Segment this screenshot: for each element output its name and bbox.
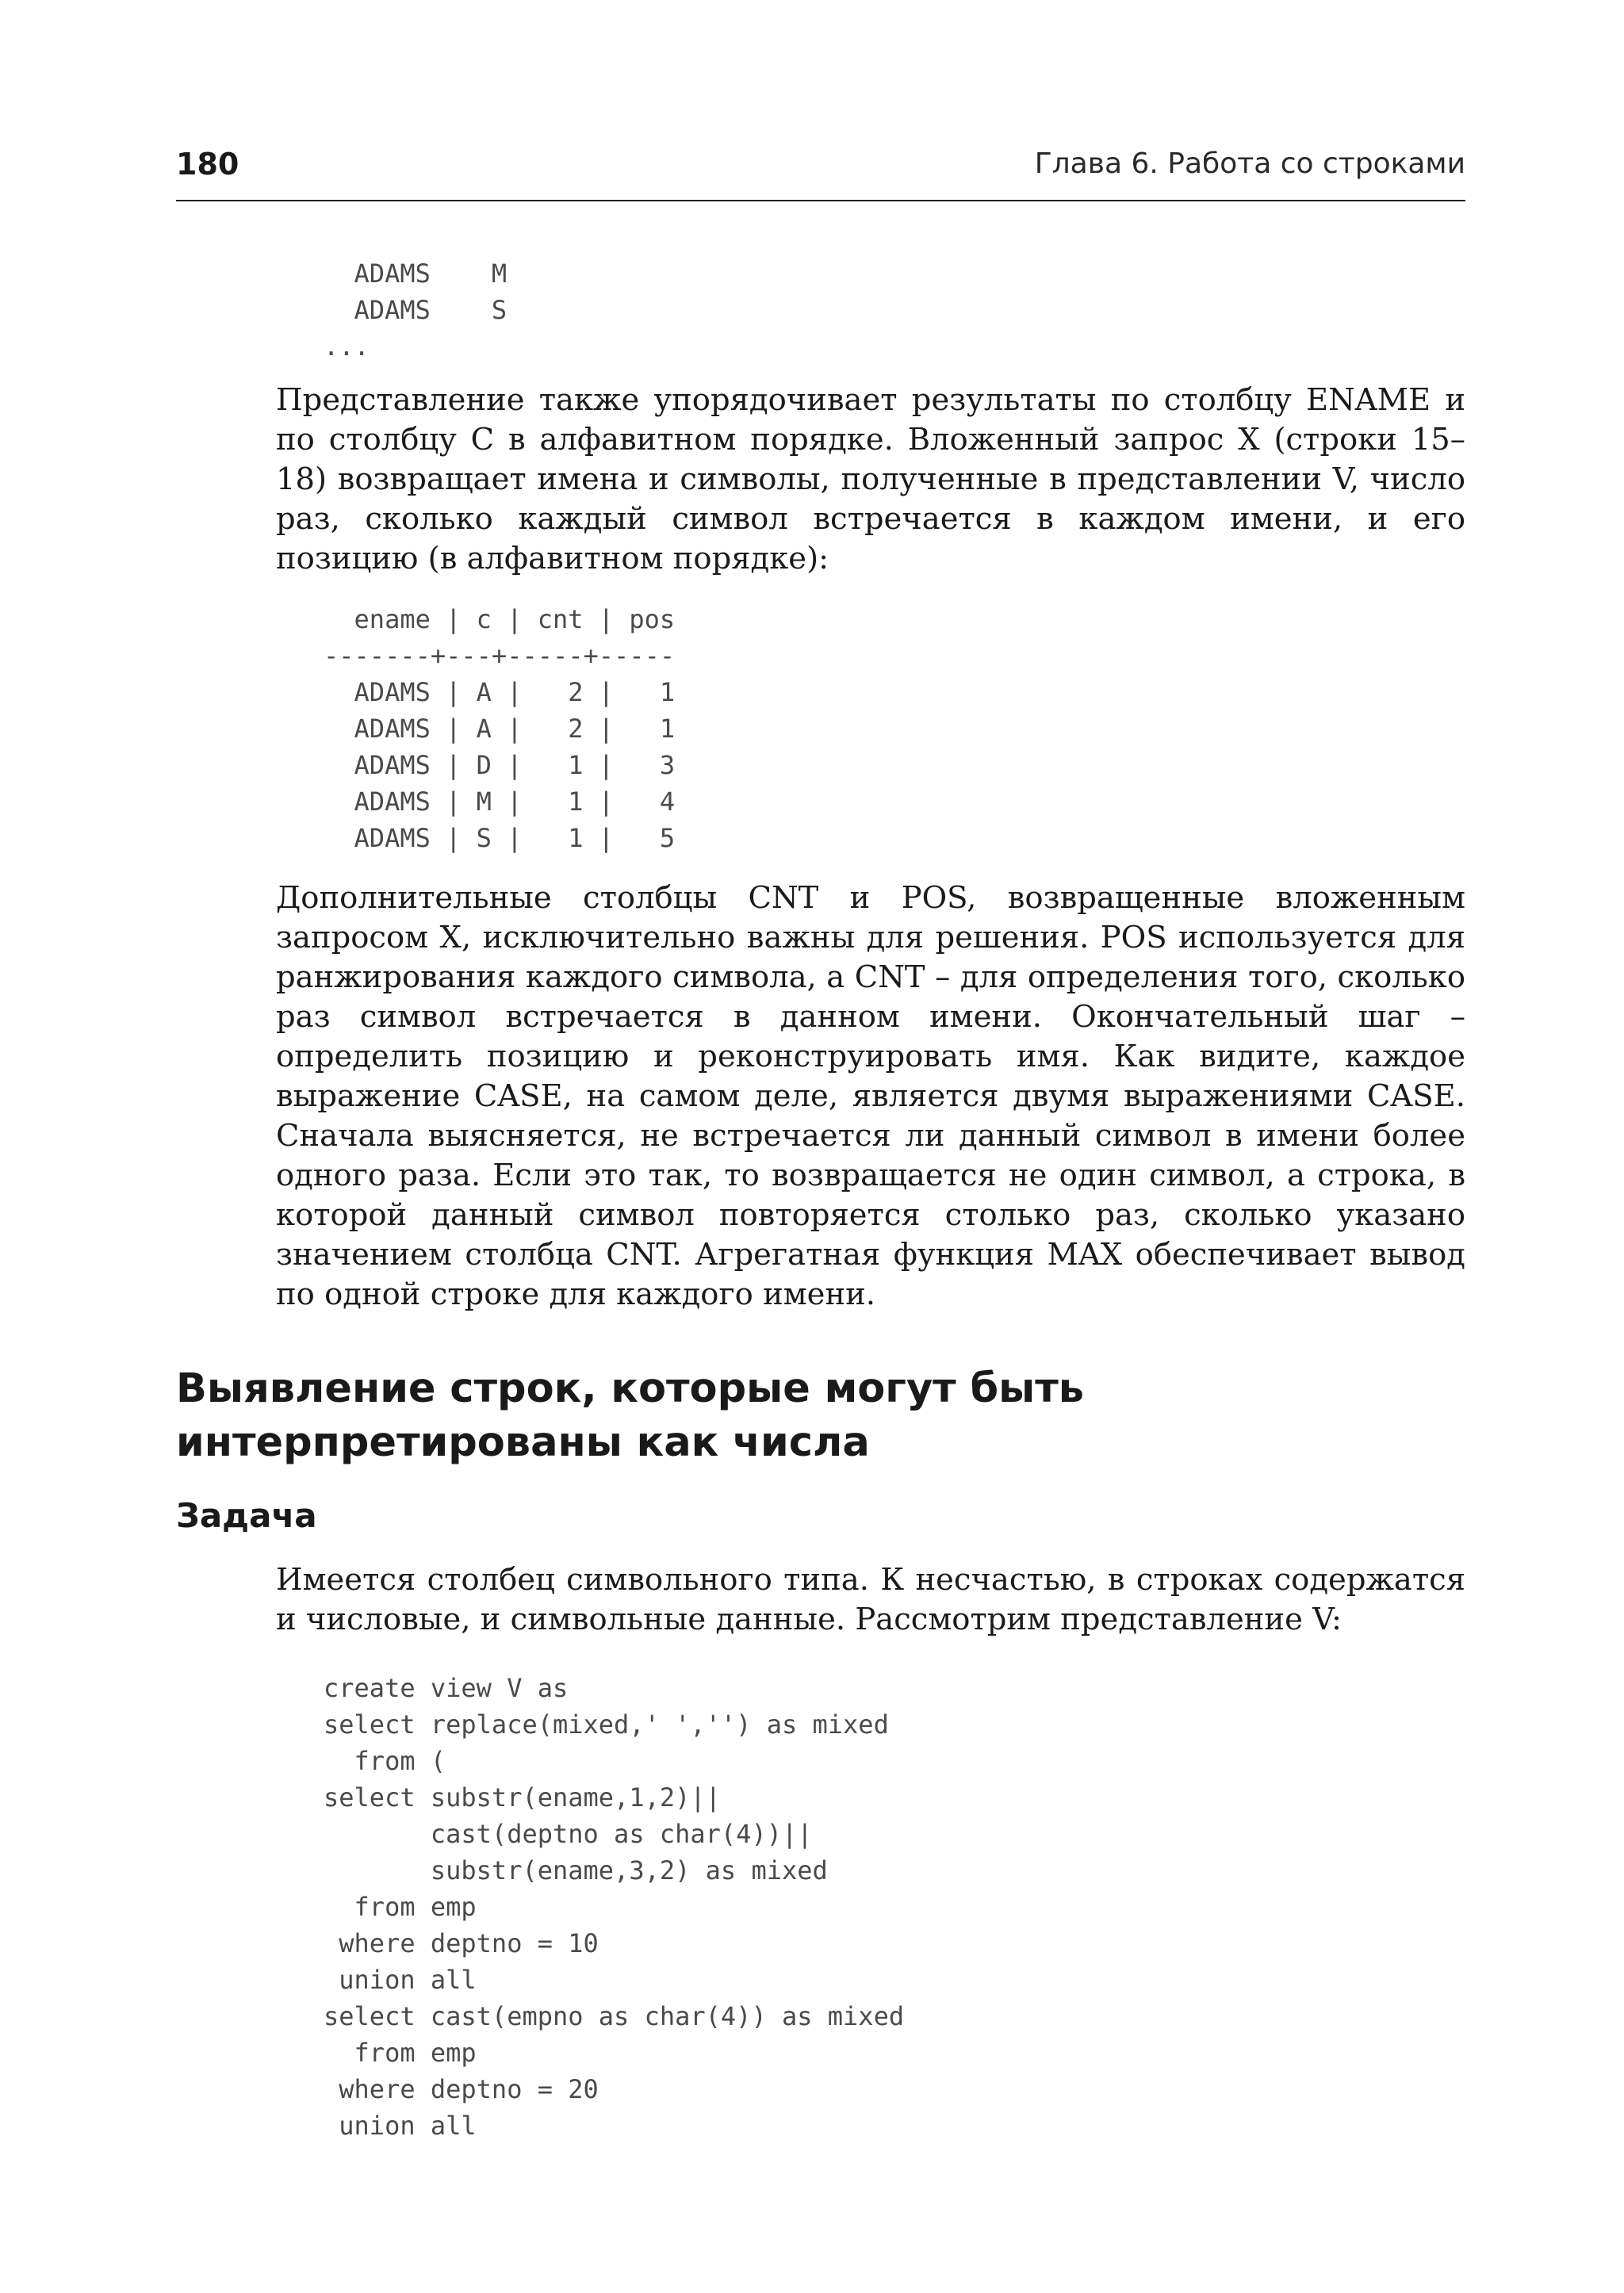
code-block-create-view: create view V as select replace(mixed,' ','') as mixed from ( select substr(ename,1,2)|| cast(deptno as char(4))|| substr(ename,3,2) as mixed from emp where deptno = 10 union all select cast(empno as char(4)) as mixed from emp where deptno = 20 union all — [324, 1673, 905, 2141]
subsection-heading: Задача — [176, 1496, 317, 1535]
code-block-adams: ADAMS M ADAMS S ... — [324, 258, 508, 362]
paragraph-view-ordering: Представление также упорядочивает результаты по столбцу ENAME и по столбцу C в алфавитном порядке. Вложенный запрос X (строки 15–18) возвращает имена и символы, полученные в представлении V, число раз, сколько каждый символ встречается в каждом имени, и его позицию (в алфавитном порядке): — [276, 382, 1465, 576]
page-header — [176, 146, 1465, 201]
section-heading: Выявление строк, которые могут быть интерпретированы как числа — [176, 1365, 1085, 1466]
paragraph-cnt-pos: Дополнительные столбцы CNT и POS, возвращенные вложенным запросом X, исключительно важны для решения. POS используется для ранжирования каждого символа, а CNT – для определения того, сколько раз символ встречается в данном имени. Окончательный шаг – определить позицию и реконструировать имя. Как видите, каждое выражение CASE, на самом деле, является двумя выражениями CASE. Сначала выясняется, не встречается ли данный символ в имени более одного раза. Если это так, то возвращается не один символ, а строка, в которой данный символ повторяется столько раз, сколько указано значением столбца CNT. Агрегатная функция MAX обеспечивает вывод по одной строке для каждого имени. — [276, 880, 1465, 1312]
code-block-result-table: ename | c | cnt | pos -------+---+-----+----- ADAMS | A | 2 | 1 ADAMS | A | 2 | 1 ADAMS | D | 1 | 3 ADAMS | M | 1 | 4 ADAMS | S | 1 | 5 — [324, 604, 676, 853]
running-head: Глава 6. Работа со строками — [1034, 147, 1465, 180]
paragraph-task: Имеется столбец символьного типа. К несчастью, в строках содержатся и числовые, и символьные данные. Рассмотрим представление V: — [276, 1562, 1465, 1637]
page-number: 180 — [176, 147, 239, 182]
